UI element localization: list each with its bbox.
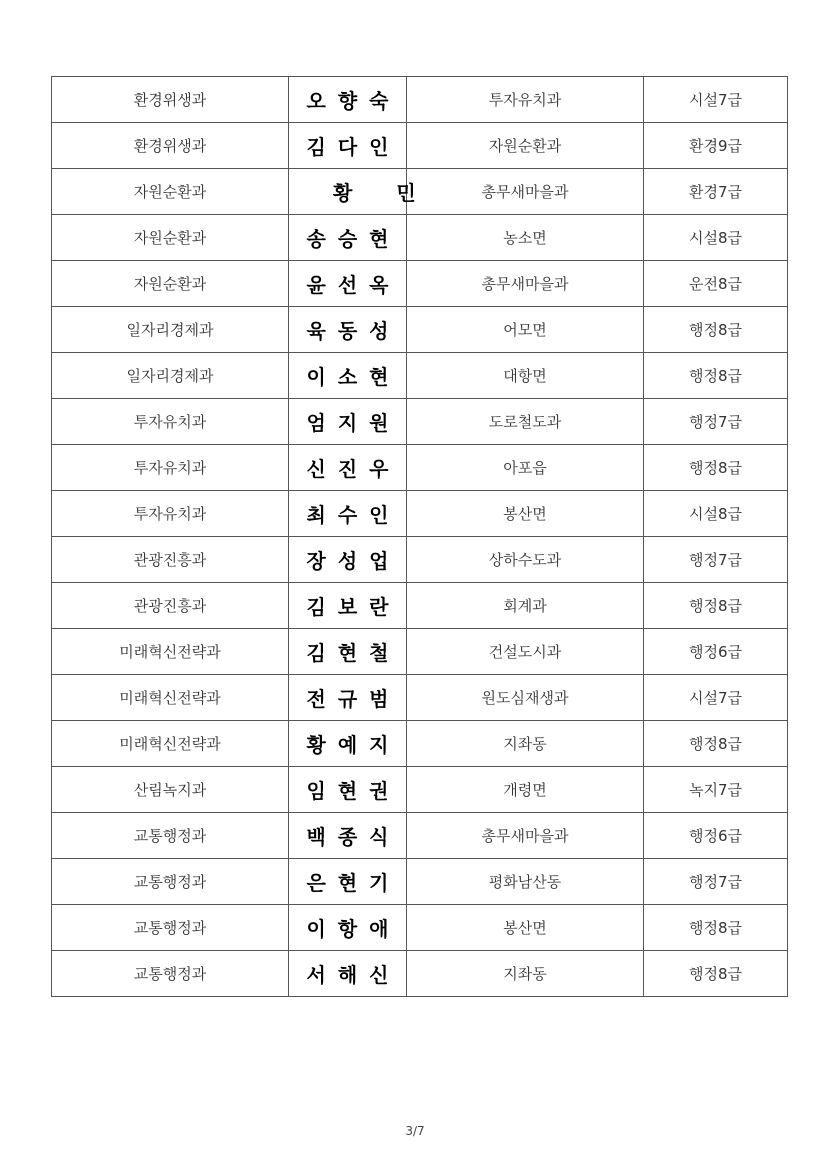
to-department-cell: 어모면 [407,307,644,353]
table-row [52,215,788,261]
table-row [52,169,788,215]
from-department-cell: 투자유치과 [52,491,289,537]
to-department-cell: 대항면 [407,353,644,399]
name-cell: 김보란 [289,583,407,629]
to-department-cell: 총무새마을과 [407,261,644,307]
to-department-cell: 투자유치과 [407,77,644,123]
from-department-cell: 교통행정과 [52,813,289,859]
to-department-cell: 건설도시과 [407,629,644,675]
name-cell: 이항애 [289,905,407,951]
table-row [52,537,788,583]
grade-cell: 행정8급 [644,583,788,629]
name-cell: 신진우 [289,445,407,491]
from-department-cell: 자원순환과 [52,261,289,307]
to-department-cell: 평화남산동 [407,859,644,905]
table-row [52,675,788,721]
table-row [52,399,788,445]
from-department-cell: 교통행정과 [52,905,289,951]
to-department-cell: 봉산면 [407,491,644,537]
to-department-cell: 아포읍 [407,445,644,491]
table-row [52,77,788,123]
page-number: 3/7 [405,1124,425,1138]
to-department-cell: 총무새마을과 [407,169,644,215]
grade-cell: 행정8급 [644,905,788,951]
name-cell: 황민 [289,169,407,215]
to-department-cell: 봉산면 [407,905,644,951]
from-department-cell: 미래혁신전략과 [52,721,289,767]
name-cell: 서해신 [289,951,407,997]
table-row [52,951,788,997]
from-department-cell: 관광진흥과 [52,583,289,629]
table-row [52,353,788,399]
name-cell: 송승현 [289,215,407,261]
grade-cell: 행정8급 [644,721,788,767]
to-department-cell: 농소면 [407,215,644,261]
name-cell: 김다인 [289,123,407,169]
to-department-cell: 총무새마을과 [407,813,644,859]
to-department-cell: 지좌동 [407,721,644,767]
from-department-cell: 미래혁신전략과 [52,629,289,675]
grade-cell: 행정6급 [644,629,788,675]
to-department-cell: 원도심재생과 [407,675,644,721]
name-cell: 김현철 [289,629,407,675]
grade-cell: 행정8급 [644,445,788,491]
grade-cell: 행정6급 [644,813,788,859]
grade-cell: 행정7급 [644,399,788,445]
grade-cell: 운전8급 [644,261,788,307]
name-cell: 윤선옥 [289,261,407,307]
from-department-cell: 투자유치과 [52,445,289,491]
grade-cell: 행정8급 [644,353,788,399]
from-department-cell: 자원순환과 [52,169,289,215]
name-cell: 백종식 [289,813,407,859]
grade-cell: 환경7급 [644,169,788,215]
from-department-cell: 환경위생과 [52,123,289,169]
from-department-cell: 관광진흥과 [52,537,289,583]
table-row [52,721,788,767]
table-row [52,859,788,905]
name-cell: 은현기 [289,859,407,905]
grade-cell: 시설7급 [644,675,788,721]
table-row [52,445,788,491]
grade-cell: 시설8급 [644,491,788,537]
grade-cell: 행정7급 [644,537,788,583]
from-department-cell: 산림녹지과 [52,767,289,813]
name-cell: 최수인 [289,491,407,537]
name-cell: 장성업 [289,537,407,583]
to-department-cell: 도로철도과 [407,399,644,445]
name-cell: 임현권 [289,767,407,813]
to-department-cell: 회계과 [407,583,644,629]
from-department-cell: 미래혁신전략과 [52,675,289,721]
from-department-cell: 환경위생과 [52,77,289,123]
table-row [52,905,788,951]
from-department-cell: 일자리경제과 [52,353,289,399]
personnel-table [51,76,788,997]
grade-cell: 행정8급 [644,307,788,353]
grade-cell: 시설8급 [644,215,788,261]
grade-cell: 시설7급 [644,77,788,123]
to-department-cell: 상하수도과 [407,537,644,583]
to-department-cell: 지좌동 [407,951,644,997]
to-department-cell: 개령면 [407,767,644,813]
name-cell: 오향숙 [289,77,407,123]
table-row [52,583,788,629]
from-department-cell: 교통행정과 [52,859,289,905]
table-row [52,491,788,537]
grade-cell: 환경9급 [644,123,788,169]
name-cell: 황예지 [289,721,407,767]
from-department-cell: 일자리경제과 [52,307,289,353]
name-cell: 육동성 [289,307,407,353]
from-department-cell: 투자유치과 [52,399,289,445]
name-cell: 엄지원 [289,399,407,445]
from-department-cell: 자원순환과 [52,215,289,261]
to-department-cell: 자원순환과 [407,123,644,169]
table-row [52,261,788,307]
table-row [52,629,788,675]
grade-cell: 녹지7급 [644,767,788,813]
from-department-cell: 교통행정과 [52,951,289,997]
table-row [52,307,788,353]
name-cell: 이소현 [289,353,407,399]
table-row [52,767,788,813]
grade-cell: 행정8급 [644,951,788,997]
table-row [52,813,788,859]
grade-cell: 행정7급 [644,859,788,905]
name-cell: 전규범 [289,675,407,721]
table-row [52,123,788,169]
